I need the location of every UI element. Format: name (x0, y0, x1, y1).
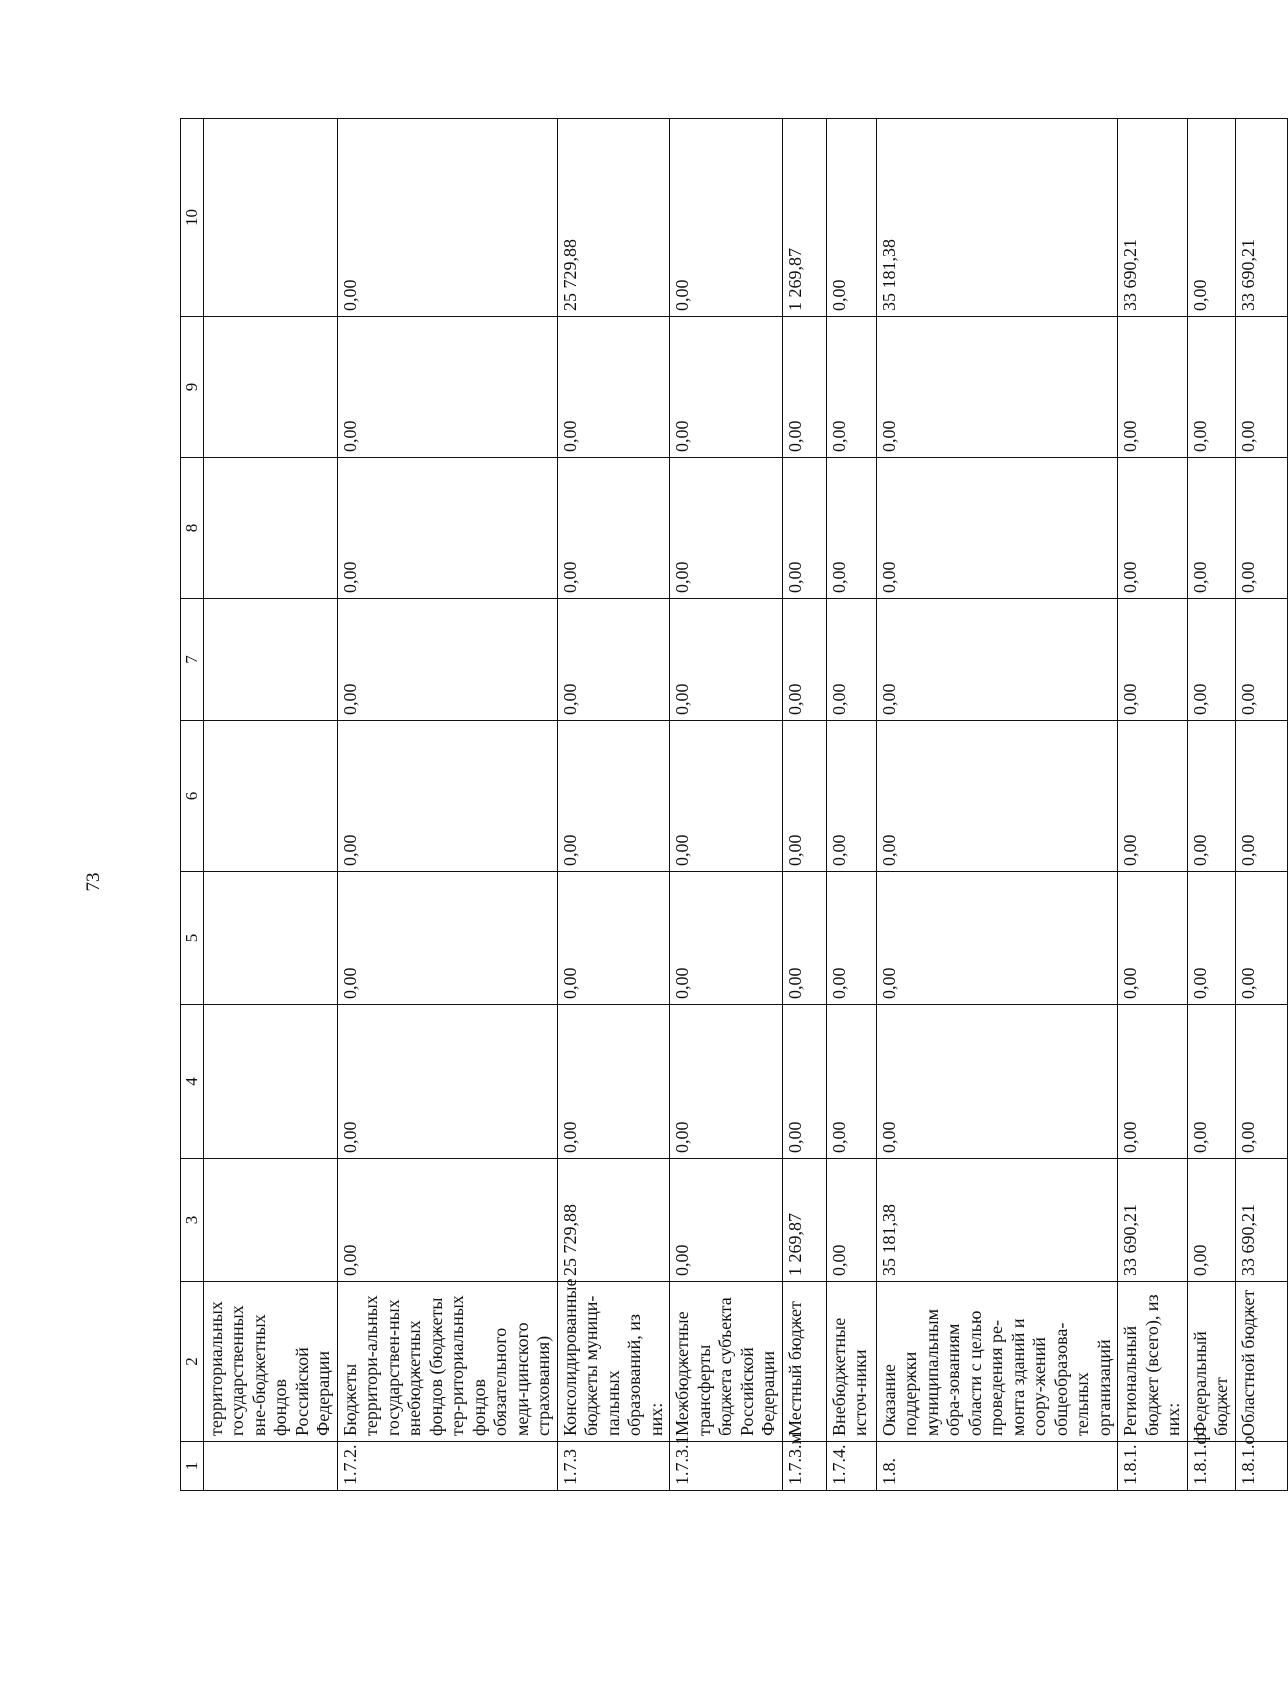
value-cell: 33 690,21 (1235, 119, 1287, 317)
table-row (826, 119, 876, 1491)
table-row (337, 119, 557, 1491)
row-name-cell: Федеральный бюджет (1187, 1282, 1235, 1442)
value-cell: 0,00 (557, 1005, 670, 1159)
row-name-cell: Региональный бюджет (всего), из них: (1118, 1282, 1188, 1442)
value-cell: 0,00 (826, 872, 876, 1005)
value-cell: 0,00 (337, 119, 557, 317)
row-code-cell: 1.8.1. (1118, 1442, 1188, 1491)
value-cell: 0,00 (670, 1005, 783, 1159)
value-cell: 0,00 (826, 119, 876, 317)
value-cell: 0,00 (1235, 721, 1287, 872)
value-cell: 0,00 (826, 721, 876, 872)
table-row (557, 119, 670, 1491)
row-name-cell: Бюджеты территори-альных государствен-ных внебюджетных фондов (бюджеты тер-риториальных фондов обязательного меди-цинского страхования) (337, 1282, 557, 1442)
value-cell: 0,00 (826, 1005, 876, 1159)
value-cell: 0,00 (876, 872, 1118, 1005)
value-cell: 0,00 (337, 872, 557, 1005)
budget-table (180, 118, 1288, 1491)
row-code-cell: 1.7.3 (557, 1442, 670, 1491)
value-cell: 0,00 (782, 721, 826, 872)
value-cell: 0,00 (1187, 721, 1235, 872)
value-cell: 0,00 (337, 1005, 557, 1159)
value-cell: 0,00 (876, 458, 1118, 599)
row-name-cell: Оказание поддержки муниципальным обра-зованиям области с целью проведения ре-монта зданий и соору-жений общеобразова-тельных организаций (876, 1282, 1118, 1442)
value-cell: 0,00 (1118, 599, 1188, 721)
column-header: 2 (181, 1282, 204, 1442)
value-cell (203, 119, 337, 317)
value-cell: 0,00 (337, 1159, 557, 1282)
value-cell: 0,00 (782, 317, 826, 458)
column-header: 5 (181, 872, 204, 1005)
value-cell: 35 181,38 (876, 1159, 1118, 1282)
value-cell: 0,00 (670, 599, 783, 721)
value-cell: 0,00 (1235, 458, 1287, 599)
row-code-cell: 1.7.3.м (782, 1442, 826, 1491)
value-cell: 0,00 (670, 721, 783, 872)
value-cell: 0,00 (337, 317, 557, 458)
row-code-cell: 1.7.4. (826, 1442, 876, 1491)
value-cell: 0,00 (557, 458, 670, 599)
row-name-cell: Местный бюджет (782, 1282, 826, 1442)
column-header: 9 (181, 317, 204, 458)
row-code-cell: 1.8.1.о (1235, 1442, 1287, 1491)
table-row (782, 119, 826, 1491)
value-cell: 0,00 (826, 1159, 876, 1282)
value-cell: 0,00 (876, 721, 1118, 872)
value-cell: 0,00 (782, 599, 826, 721)
value-cell: 35 181,38 (876, 119, 1118, 317)
page-number: 73 (83, 872, 104, 892)
row-name-cell: Внебюджетные источ-ники (826, 1282, 876, 1442)
value-cell: 0,00 (670, 317, 783, 458)
row-code-cell (203, 1442, 337, 1491)
table-row (876, 119, 1118, 1491)
column-header: 8 (181, 458, 204, 599)
value-cell: 0,00 (1187, 1005, 1235, 1159)
value-cell: 0,00 (1187, 599, 1235, 721)
rotated-table-container (180, 119, 1258, 1491)
value-cell: 0,00 (337, 721, 557, 872)
row-code-cell: 1.8.1.ф (1187, 1442, 1235, 1491)
value-cell (203, 317, 337, 458)
table-row (670, 119, 783, 1491)
value-cell: 0,00 (1118, 872, 1188, 1005)
value-cell (203, 1159, 337, 1282)
column-header: 4 (181, 1005, 204, 1159)
value-cell: 0,00 (670, 872, 783, 1005)
value-cell: 0,00 (826, 317, 876, 458)
value-cell (203, 599, 337, 721)
value-cell: 0,00 (1187, 1159, 1235, 1282)
row-name-cell: Межбюджетные трансферты бюджета субъекта Российской Федерации (670, 1282, 783, 1442)
table-row (1118, 119, 1188, 1491)
value-cell: 25 729,88 (557, 119, 670, 317)
value-cell: 0,00 (1235, 317, 1287, 458)
value-cell: 0,00 (1235, 599, 1287, 721)
value-cell (203, 872, 337, 1005)
value-cell: 1 269,87 (782, 1159, 826, 1282)
value-cell (203, 458, 337, 599)
table-header-row (181, 119, 204, 1491)
value-cell: 33 690,21 (1118, 1159, 1188, 1282)
value-cell: 0,00 (1235, 872, 1287, 1005)
row-code-cell: 1.7.2. (337, 1442, 557, 1491)
table-row (1187, 119, 1235, 1491)
column-header: 7 (181, 599, 204, 721)
value-cell: 0,00 (557, 599, 670, 721)
row-name-cell: территориальных государственных вне-бюджетных фондов Российской Федерации (203, 1282, 337, 1442)
value-cell: 1 269,87 (782, 119, 826, 317)
value-cell: 0,00 (1187, 317, 1235, 458)
value-cell: 0,00 (670, 1159, 783, 1282)
value-cell: 0,00 (1118, 458, 1188, 599)
column-header: 6 (181, 721, 204, 872)
value-cell: 0,00 (337, 458, 557, 599)
value-cell: 0,00 (670, 119, 783, 317)
value-cell: 0,00 (876, 1005, 1118, 1159)
row-name-cell: Консолидированные бюджеты муници-пальных образований, из них: (557, 1282, 670, 1442)
value-cell: 0,00 (1187, 458, 1235, 599)
value-cell (203, 1005, 337, 1159)
value-cell: 33 690,21 (1118, 119, 1188, 317)
table-row (203, 119, 337, 1491)
value-cell: 33 690,21 (1235, 1159, 1287, 1282)
value-cell: 25 729,88 (557, 1159, 670, 1282)
column-header: 3 (181, 1159, 204, 1282)
value-cell: 0,00 (670, 458, 783, 599)
value-cell: 0,00 (782, 1005, 826, 1159)
column-header: 10 (181, 119, 204, 317)
row-name-cell: Областной бюджет (1235, 1282, 1287, 1442)
value-cell: 0,00 (1118, 317, 1188, 458)
value-cell: 0,00 (1187, 119, 1235, 317)
value-cell: 0,00 (826, 599, 876, 721)
value-cell: 0,00 (782, 872, 826, 1005)
value-cell: 0,00 (782, 458, 826, 599)
table-row (1235, 119, 1287, 1491)
value-cell: 0,00 (876, 599, 1118, 721)
value-cell: 0,00 (557, 872, 670, 1005)
row-code-cell: 1.7.3.1 (670, 1442, 783, 1491)
value-cell: 0,00 (337, 599, 557, 721)
row-code-cell: 1.8. (876, 1442, 1118, 1491)
value-cell: 0,00 (826, 458, 876, 599)
value-cell: 0,00 (876, 317, 1118, 458)
value-cell: 0,00 (1187, 872, 1235, 1005)
value-cell: 0,00 (1118, 721, 1188, 872)
value-cell: 0,00 (557, 721, 670, 872)
value-cell: 0,00 (1118, 1005, 1188, 1159)
value-cell (203, 721, 337, 872)
value-cell: 0,00 (1235, 1005, 1287, 1159)
value-cell: 0,00 (557, 317, 670, 458)
column-header: 1 (181, 1442, 204, 1491)
